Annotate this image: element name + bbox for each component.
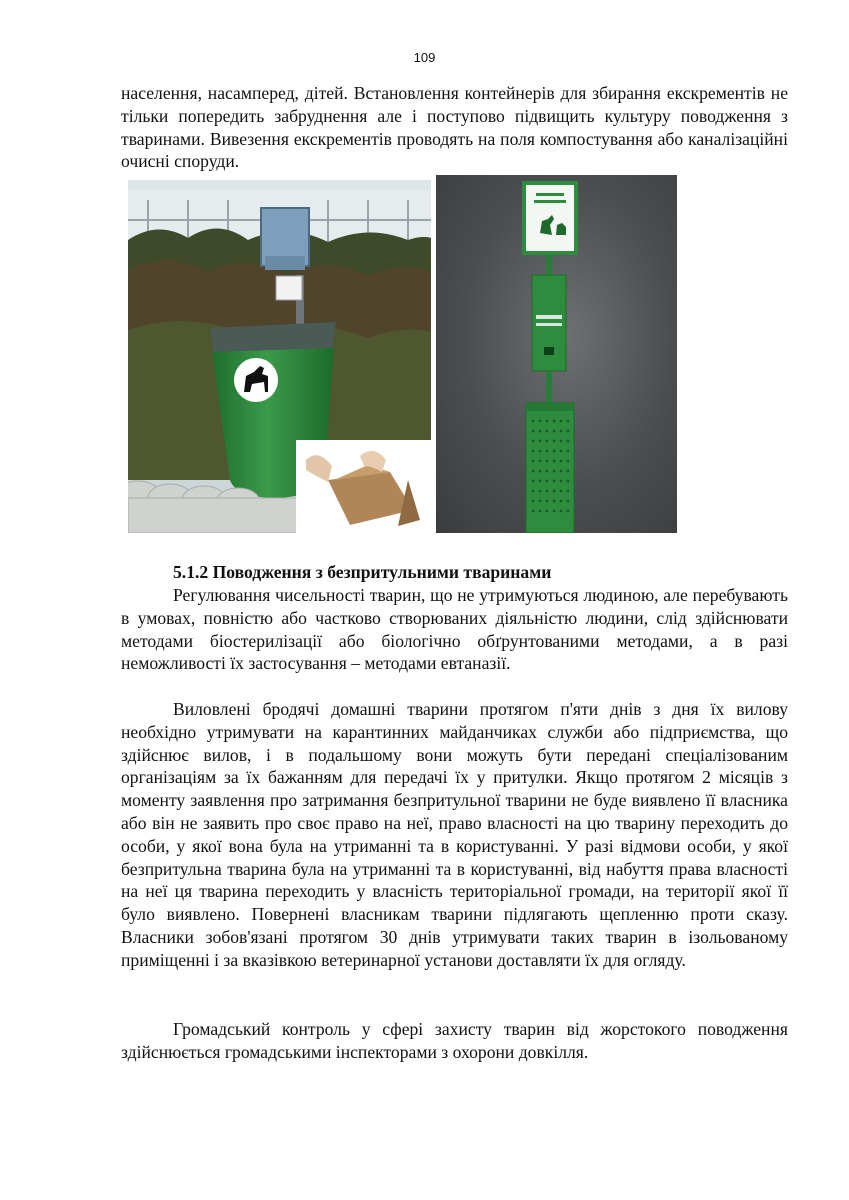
- paragraph-public-control: Громадський контроль у сфері захисту тварин від жорстокого поводження здійснюється громадськими інспекторами з охорони довкілля.: [121, 1019, 788, 1062]
- paragraph-population-control: Регулювання чисельності тварин, що не утримуються людиною, але перебувають в умовах, повністю або частково створюваних діяльністю людини, слід здійснювати методами біостерилізації або біологічно обґрунтованими методами, а в разі неможливості їх застосування – методами евтаназії.: [121, 585, 788, 674]
- dog-waste-station-illustration: [436, 175, 677, 533]
- section-heading: 5.1.2 Поводження з безпритульними тваринами: [173, 562, 552, 582]
- dog-waste-station-photo: [436, 175, 677, 533]
- dog-waste-bin-illustration: [128, 180, 431, 533]
- page-number: 109: [413, 50, 436, 65]
- dog-waste-bin-photo: [128, 180, 431, 533]
- paragraph-captured-animals: Виловлені бродячі домашні тварини протягом п'яти днів з дня їх вилову необхідно утримувати на карантинних майданчиках служби або підприємства, що здійснює вилов, і в подальшому вони можуть бути передані спеціалізованим організаціям за їх бажанням для передачі їх у притулки. Якщо протягом 2 місяців з моменту заявлення про затримання безпритульної тварини не буде виявлено її власника або він не заявить про своє право на неї, право власності на цю тварину переходить до особи, у якої вона була на утриманні та в користуванні. У разі відмови особи, у якої безпритульна тварина була на утриманні та в користуванні, від набуття права власності на неї ця тварина переходить у власність територіальної громади, на території якої її було виявлено. Повернені власникам тварини підлягають щепленню проти сказу. Власники зобов'язані протягом 30 днів утримувати таких тварин в ізольованому приміщенні і за вказівкою ветеринарної установи доставляти їх для огляду.: [121, 699, 788, 970]
- intro-paragraph: населення, насамперед, дітей. Встановлення контейнерів для збирання екскрементів не тільки попередить забруднення але і поступово підвищить культуру поводження з тваринами. Вивезення екскрементів проводять на поля компостування або каналізаційні очисні споруди.: [121, 83, 788, 172]
